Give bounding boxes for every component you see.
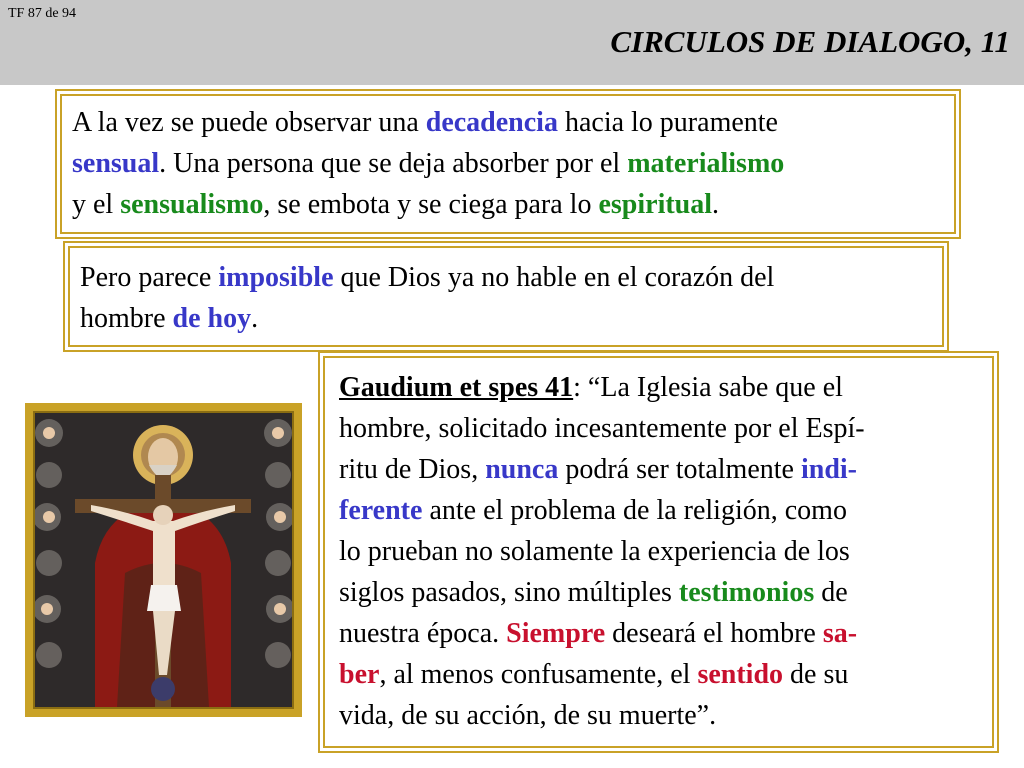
text-run: . (712, 189, 720, 220)
keyword-testimonios: testimonios (678, 577, 815, 608)
keyword-sentido: sentido (697, 659, 784, 690)
keyword-decadencia: decadencia (425, 107, 558, 138)
text-run: , al menos confusamente, el (379, 659, 698, 690)
keyword-nunca: nunca (485, 454, 559, 485)
text-run: Pero parece (80, 262, 219, 293)
text-run: hombre (80, 303, 173, 334)
text-run: y el (72, 189, 121, 220)
keyword-materialismo: materialismo (627, 148, 785, 179)
text-run: A la vez se puede observar una (72, 107, 426, 138)
text-run: ante el problema de la religión, como (422, 495, 847, 526)
text-box-god-speaks (68, 246, 944, 347)
text-run: podrá ser totalmente (558, 454, 801, 485)
text-box-decadence (60, 94, 956, 234)
text-run: . (251, 303, 259, 334)
text-run: , se embota y se ciega para lo (263, 189, 599, 220)
text-box-gaudium-et-spes (323, 356, 994, 748)
text-run: de su (783, 659, 849, 690)
keyword-siempre: Siempre (506, 618, 606, 649)
keyword-saber-a: sa- (822, 618, 858, 649)
keyword-saber-b: ber (339, 659, 380, 690)
text-run: nuestra época. (339, 618, 507, 649)
text-run: deseará el hombre (605, 618, 823, 649)
keyword-espiritual: espiritual (598, 189, 713, 220)
page-number: TF 87 de 94 (8, 6, 77, 21)
text-run: siglos pasados, sino múltiples (339, 577, 679, 608)
text-run: lo prueban no solamente la experiencia de los (339, 536, 850, 567)
trinity-painting-image (33, 411, 294, 709)
slide-header (0, 0, 1024, 85)
keyword-sensual: sensual (72, 148, 160, 179)
text-run: . Una persona que se deja absorber por el (159, 148, 628, 179)
keyword-indiferente-b: ferente (339, 495, 423, 526)
painting-frame (25, 403, 302, 717)
text-run: que Dios ya no hable en el corazón del (333, 262, 775, 293)
text-run: : “La Iglesia sabe que el (573, 372, 843, 403)
text-run: hacia lo puramente (557, 107, 778, 138)
citation-reference: Gaudium et spes 41 (339, 372, 574, 403)
text-run: ritu de Dios, (339, 454, 486, 485)
painting-svg (35, 413, 292, 707)
text-run: hombre, solicitado incesantemente por el Espí- (339, 413, 865, 444)
text-run: vida, de su acción, de su muerte”. (339, 700, 717, 731)
text-run: de (814, 577, 848, 608)
keyword-imposible: imposible (218, 262, 334, 293)
keyword-de-hoy: de hoy (172, 303, 252, 334)
slide-title: CIRCULOS DE DIALOGO, 11 (610, 24, 1010, 59)
keyword-indiferente-a: indi- (800, 454, 857, 485)
keyword-sensualismo: sensualismo (120, 189, 264, 220)
